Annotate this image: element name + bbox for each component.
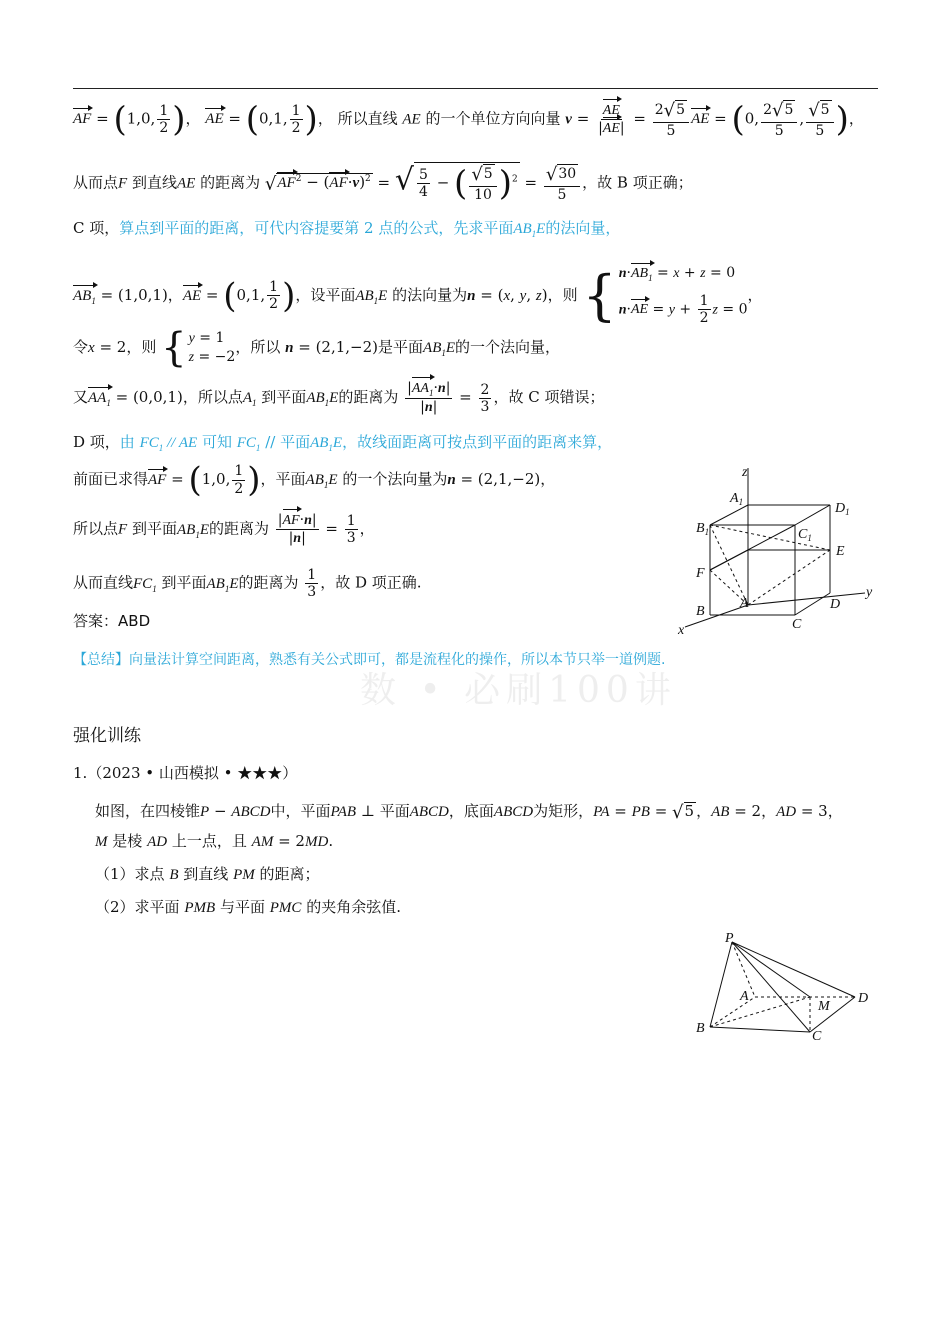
label-D2: D (858, 991, 869, 1006)
label-A2: A (740, 989, 749, 1004)
label-B: B (696, 604, 705, 619)
solution-line-2: 从而点F 到直线AE 的距离为 $√AF^2 - (AF\cdot v)^2$ = √ $\frac{5}{4}$ − ( $\frac{√5}{10}$ )$^2$ = $\frac{√30}{5}$ ，故 B 项正确； (73, 162, 693, 204)
question-1: （1）求点 B 到直线 PM 的距离； (95, 865, 320, 883)
problem-number: 1. (73, 764, 88, 782)
label-z: z (742, 465, 748, 480)
label-B1-subscript: 1 (704, 527, 710, 537)
summary-text: 向量法计算空间距离，熟悉有关公式即可，都是流程化的操作，所以本节只举一道例题. (129, 652, 666, 668)
answer-line (73, 614, 150, 629)
hint-text: 算点到平面的距离，可代内容提要第 2 点的公式，先求平面 (119, 219, 514, 237)
label-A1-subscript: 1 (738, 497, 744, 507)
problem-source: （2023 • 山西模拟 • ★★★） (87, 764, 298, 782)
summary-tag: 【总结】 (73, 652, 129, 668)
solution-line-5: 令x = 2，则 { y = 1 z = −2 ，所以 n = (2,1,−2)是平面$AB_1E$的一个法向量， (73, 325, 561, 371)
label-D: D (830, 597, 841, 612)
problem-stem-line-1: 如图，在四棱锥P − ABCD中，平面PAB ⊥ 平面ABCD，底面ABCD为矩形，PA = PB = √5 ，AB = 2，AD = 3， (95, 802, 843, 823)
label-C: C (792, 617, 802, 632)
solution-line-9: 所以点F 到平面$AB_1E$的距离为 $\frac{|AF\cdot n|}{|n|}$ = $\frac{1}{3}$ ， (73, 512, 375, 547)
label-C1-subscript: 1 (807, 533, 812, 543)
problem-header (73, 766, 297, 781)
label-D1: $D_1$ (835, 501, 850, 517)
solution-line-3: C 项，算点到平面的距离，可代内容提要第 2 点的公式，先求平面$AB_1E$的法向量， (73, 219, 621, 239)
solution-line-6: 又$AA_1 = (0,0,1)$，所以点$A_1$ 到平面$AB_1E$的距离为 $\frac{|AA_1\cdot n|}{|n|}$ = $\frac{2}{3}$ ，故 C 项错误； (73, 380, 605, 416)
label-x: x (678, 623, 685, 638)
solution-line-8: 前面已求得AF = (1,0, $\frac{1}{2}$ )，平面$AB_1E$ 的一个法向量为n = (2,1,−2)， (73, 460, 556, 500)
pyramid-figure (690, 930, 880, 1045)
watermark: 数 • 必刷100讲 (360, 670, 677, 711)
problem-stem-line-2: M 是棱 AD 上一点，且 AM = 2MD. (95, 832, 334, 850)
answer-label: 答案： (73, 612, 119, 630)
solution-line-7: D 项，由 $FC_1$ // AE 可知 $FC_1$ // 平面$AB_1E$，故线面距离可按点到平面的距离来算， (73, 433, 613, 453)
answer-value: ABD (118, 612, 151, 630)
x-axis (685, 605, 748, 627)
label-P: P (725, 931, 734, 946)
label-A1: $A_1$ (730, 491, 744, 507)
label-D1-subscript: 1 (845, 507, 850, 517)
top-rule (73, 88, 878, 89)
y-axis (748, 593, 865, 605)
cube-figure (670, 460, 880, 640)
label-C2: C (812, 1029, 822, 1044)
label-y: y (866, 585, 873, 600)
summary-line (73, 653, 665, 667)
solution-line-1: AF = (1,0, $\frac{1}{2}$ )， AE = (0,1, $\frac{1}{2}$ )， 所以直线 AE 的一个单位方向向量 v = $\frac{AE}{|AE|}$ = $\frac{2√5}{5}$ AE = (0, $\frac{2√5}{5}$ , $\frac{√5}{5}$ )， (73, 99, 864, 140)
section-title: 强化训练 (73, 726, 141, 746)
label-E: E (836, 544, 845, 559)
solution-line-10: 从而直线$FC_1$ 到平面$AB_1E$的距离为 $\frac{1}{3}$ ，故 D 项正确. (73, 567, 422, 601)
question-2: （2）求平面 PMB 与平面 PMC 的夹角余弦值. (95, 898, 401, 916)
label-F: F (696, 566, 705, 581)
label-A: A (740, 596, 749, 611)
label-B1: $B_1$ (696, 521, 710, 537)
solution-line-4: $AB_1 = (1,0,1)$，AE = (0,1, $\frac{1}{2}$ )，设平面$AB_1E$ 的法向量为n = (x, y, z)，则 { $n\cdot AB_1 = x + z = 0$ n·AE = y + $\frac{1}{2}$ z = 0 ， (73, 263, 763, 327)
label-M: M (818, 999, 830, 1014)
label-C1: $C_1$ (798, 527, 812, 543)
label-B2: B (696, 1021, 705, 1036)
